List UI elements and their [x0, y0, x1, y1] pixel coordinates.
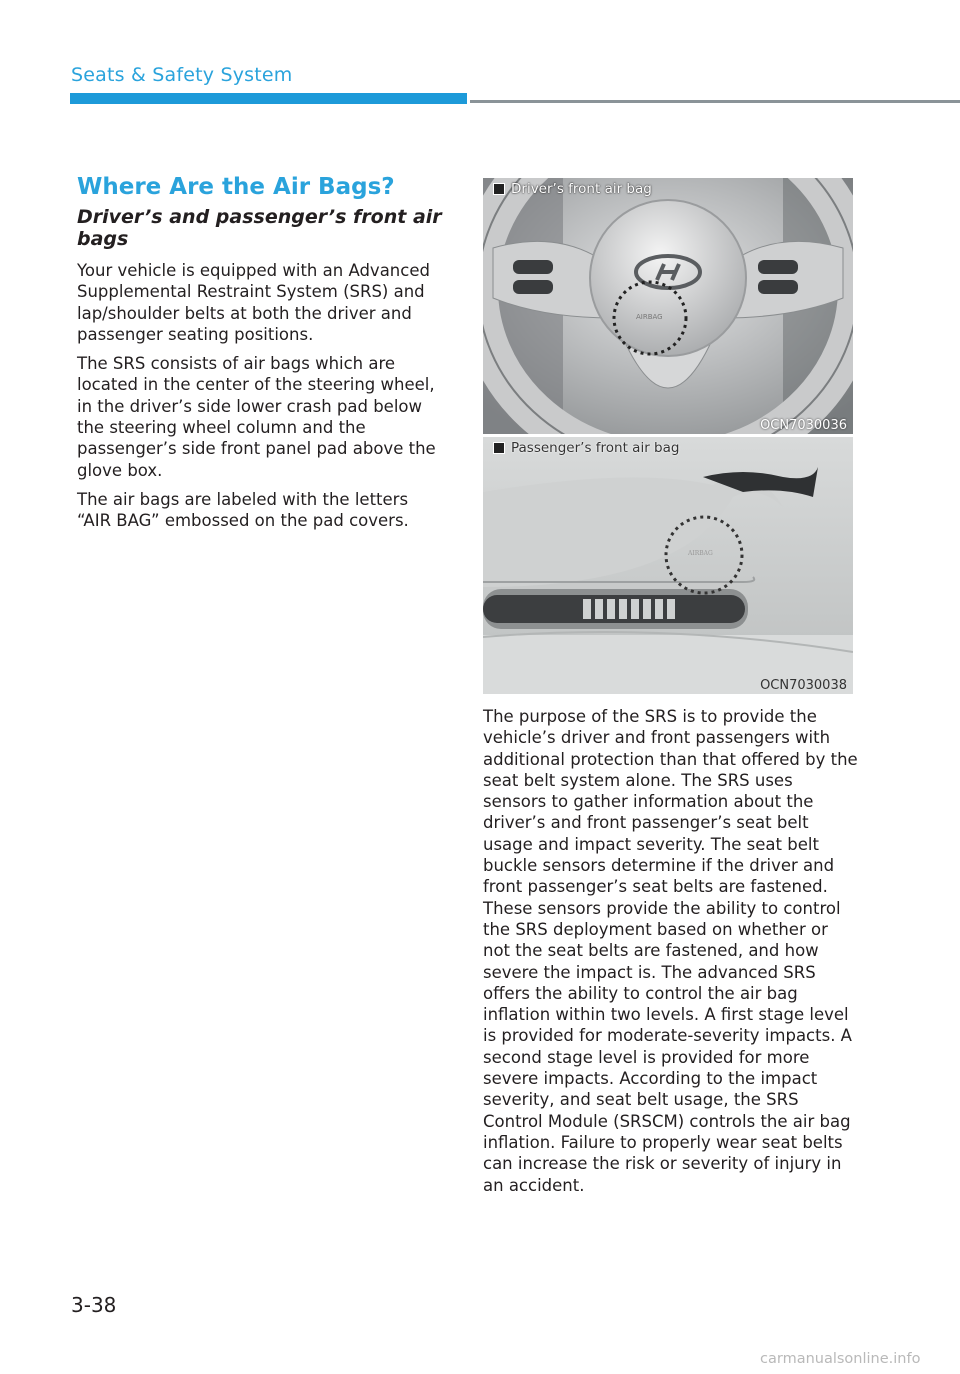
paragraph: The SRS consists of air bags which are located in the center of the steering wheel, in the driver’s side lower crash pad below the steering wheel column and the passenger’s side front panel pad above the glove box. [77, 354, 436, 480]
passenger-airbag-figure [483, 437, 853, 694]
square-bullet-icon [493, 442, 505, 454]
figure-code: OCN7030036 [760, 418, 847, 433]
paragraph: The purpose of the SRS is to provide the vehicle’s driver and front passengers with additional protection than that offered by the seat belt system alone. The SRS uses sensors to gather information about the driver’s and front passenger’s seat belt usage and impact severity. The seat belt buckle sensors determine if the driver and front passenger’s seat belts are fastened. These sensors provide the ability to control the SRS deployment based on whether or not the seat belts are fastened, and how severe the impact is. The advanced SRS offers the ability to control the air bag inflation within two levels. A first stage level is provided for moderate-severity impacts. A second stage level is provided for more severe impacts. According to the impact severity, and seat belt usage, the SRS Control Module (SRSCM) controls the air bag inflation. Failure to properly wear seat belts can increase the risk or severity of injury in an accident. [483, 707, 858, 1195]
square-bullet-icon [493, 183, 505, 195]
airbag-label: AIRBAG [636, 313, 663, 321]
page-number: 3-38 [71, 1293, 117, 1317]
watermark: carmanualsonline.info [760, 1351, 921, 1367]
figure-code: OCN7030038 [760, 678, 847, 693]
driver-airbag-figure [483, 178, 853, 434]
right-column [483, 706, 858, 1204]
figure-caption [493, 440, 679, 456]
page-heading: Where Are the Air Bags? [77, 174, 395, 200]
airbag-label: AIRBAG [688, 550, 713, 557]
header-rule-accent [70, 93, 467, 104]
left-column [77, 172, 447, 540]
sub-heading: Driver’s and passenger’s front air bags [77, 206, 442, 250]
caption-text: Passenger’s front air bag [511, 440, 680, 456]
section-title: Seats & Safety System [71, 64, 293, 86]
paragraph: Your vehicle is equipped with an Advanced Supplemental Restraint System (SRS) and lap/shoulder belts at both the driver and passenger seating positions. [77, 261, 430, 344]
steering-wheel-illustration [483, 178, 853, 434]
header-rule [470, 100, 960, 103]
caption-text: Driver’s front air bag [511, 181, 652, 197]
figure-caption [493, 181, 652, 197]
dashboard-illustration [483, 437, 853, 694]
paragraph: The air bags are labeled with the letters “AIR BAG” embossed on the pad covers. [77, 489, 409, 531]
